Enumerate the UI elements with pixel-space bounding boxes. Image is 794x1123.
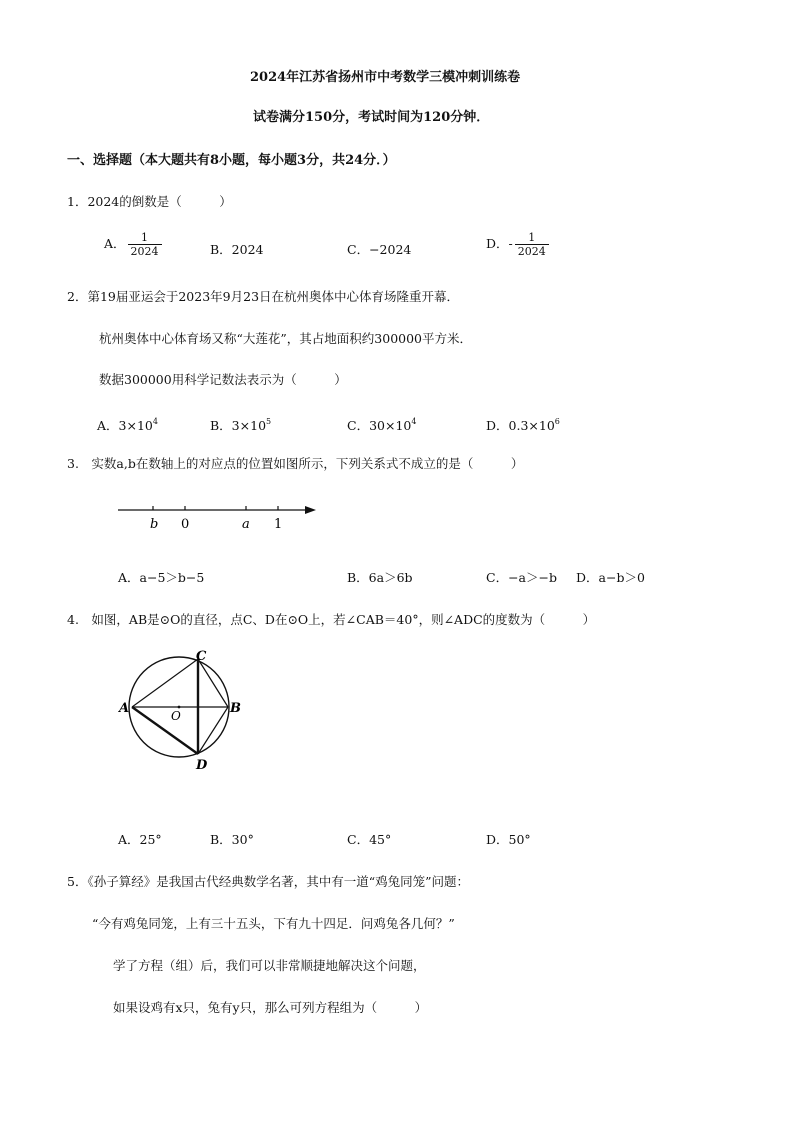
axis-label-b: b xyxy=(150,517,159,532)
q4-stem: 4. 如图，AB是⊙O的直径，点C、D在⊙O上，若∠CAB＝40°，则∠ADC的度数为（ ） xyxy=(67,612,596,627)
q3-stem: 3. 实数a,b在数轴上的对应点的位置如图所示，下列关系式不成立的是（ ） xyxy=(67,456,524,471)
q1-option-b: B．2024 xyxy=(210,242,264,257)
q3-option-a: A．a−5＞b−5 xyxy=(118,570,205,585)
q5-line2: “今有鸡兔同笼，上有三十五头，下有九十四足．问鸡兔各几何？” xyxy=(92,916,455,931)
q4-option-b: B．30° xyxy=(210,832,254,847)
q3-option-b: B．6a＞6b xyxy=(347,570,413,585)
q1-option-c: C．−2024 xyxy=(347,242,412,257)
q2-b-base: B．3×10 xyxy=(210,418,267,433)
q2-line3: 数据300000用科学记数法表示为（ ） xyxy=(99,372,347,387)
q1-option-d-label: D．- xyxy=(486,236,513,251)
q5-line3: 学了方程（组）后，我们可以非常顺捷地解决这个问题， xyxy=(113,958,426,973)
q2-b-exponent: 5 xyxy=(266,417,272,426)
q3-option-d: D．a−b＞0 xyxy=(576,570,645,585)
q2-d-base: D．0.3×10 xyxy=(486,418,555,433)
q2-option-a xyxy=(97,414,158,434)
label-c: C xyxy=(196,649,207,664)
q1-a-numerator: 1 xyxy=(141,231,149,244)
label-b: B xyxy=(230,701,241,716)
q1-a-denominator: 2024 xyxy=(128,244,162,258)
q2-c-base: C．30×10 xyxy=(347,418,412,433)
q2-c-exponent: 4 xyxy=(411,417,417,426)
q1-option-a-label: A． xyxy=(104,236,126,251)
q4-option-a: A．25° xyxy=(118,832,162,847)
q2-a-base: A．3×10 xyxy=(97,418,153,433)
section-heading: 一、选择题（本大题共有8小题，每小题3分，共24分．） xyxy=(67,153,396,168)
q1-option-d xyxy=(486,231,549,258)
q5-line1: 5．《孙子算经》是我国古代经典数学名著，其中有一道“鸡兔同笼”问题： xyxy=(67,874,469,889)
axis-label-a: a xyxy=(242,517,250,532)
label-o: O xyxy=(171,709,181,723)
q2-option-d xyxy=(486,414,560,434)
q4-option-c: C．45° xyxy=(347,832,392,847)
q2-option-b xyxy=(210,414,271,434)
q1-d-numerator: 1 xyxy=(528,231,536,244)
q2-option-c xyxy=(347,414,416,434)
exam-subtitle: 试卷满分150分，考试时间为120分钟． xyxy=(253,110,490,125)
q1-d-denominator: 2024 xyxy=(515,244,549,258)
center-point xyxy=(178,706,181,709)
q3-option-c: C．−a＞−b xyxy=(486,570,557,585)
chord-ac xyxy=(132,659,198,707)
q5-line4: 如果设鸡有x只，兔有y只，那么可列方程组为（ ） xyxy=(113,1000,428,1015)
q2-line1: 2．第19届亚运会于2023年9月23日在杭州奥体中心体育场隆重开幕． xyxy=(67,289,460,304)
label-a: A xyxy=(119,701,130,716)
axis-label-one: 1 xyxy=(274,517,283,532)
q1-option-a xyxy=(104,231,162,258)
q2-a-exponent: 4 xyxy=(152,417,158,426)
q1-option-a-fraction xyxy=(128,231,162,258)
axis-label-zero: 0 xyxy=(181,517,190,532)
chord-ad xyxy=(132,707,198,754)
q2-d-exponent: 6 xyxy=(554,417,560,426)
q1-option-d-fraction xyxy=(515,231,549,258)
label-d: D xyxy=(196,758,208,773)
number-line-figure xyxy=(110,498,330,538)
exam-title: 2024年江苏省扬州市中考数学三模冲刺训练卷 xyxy=(250,70,521,85)
number-line-arrow xyxy=(305,506,316,514)
q1-stem: 1．2024的倒数是（ ） xyxy=(67,194,232,209)
q2-line2: 杭州奥体中心体育场又称“大莲花”，其占地面积约300000平方米． xyxy=(99,331,472,346)
circle-figure xyxy=(112,645,252,775)
q4-option-d: D．50° xyxy=(486,832,531,847)
